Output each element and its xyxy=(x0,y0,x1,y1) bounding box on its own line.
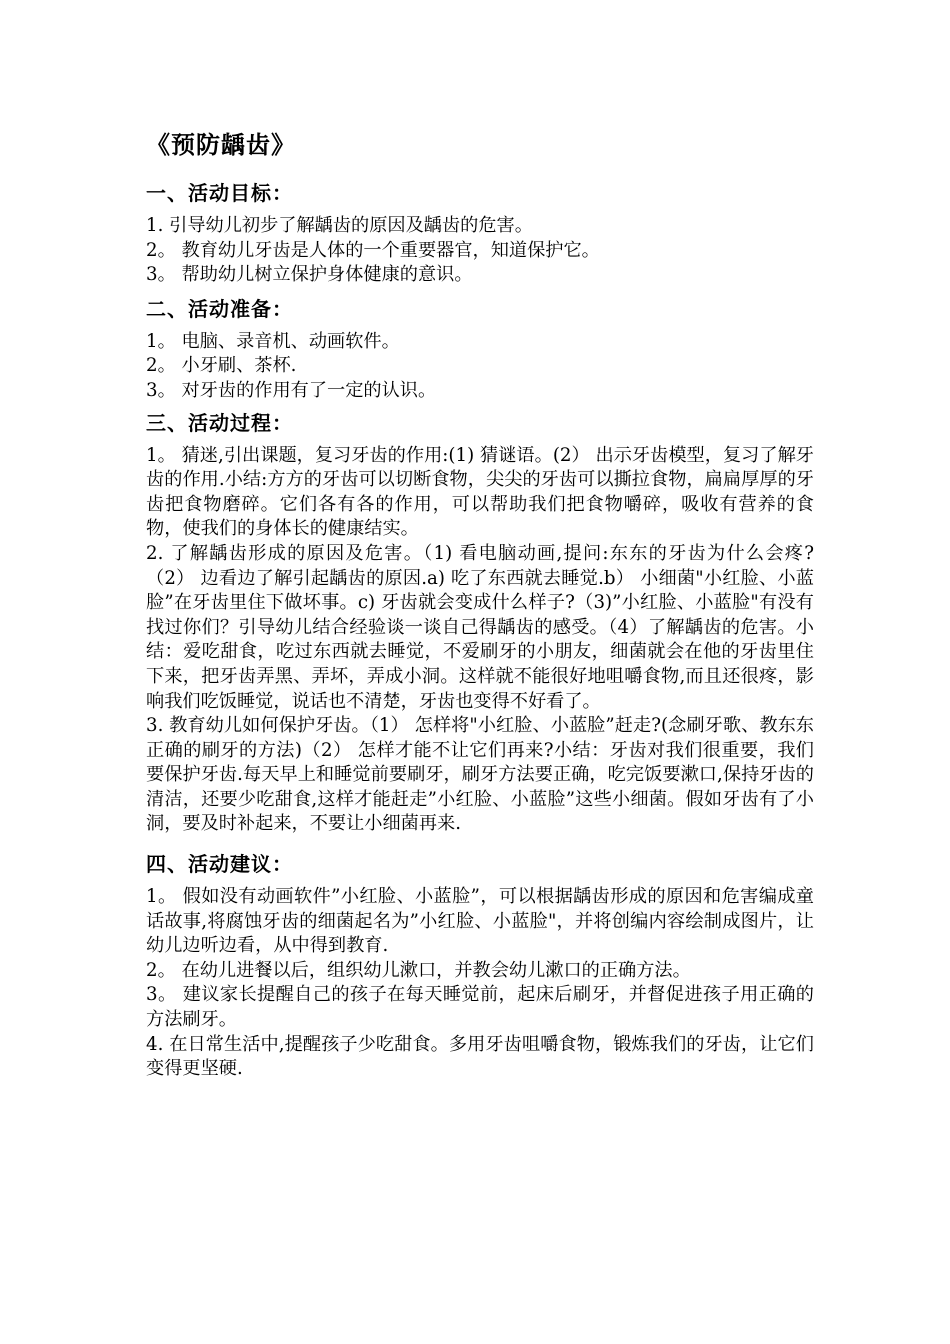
list-item: 1。 猜迷,引出课题，复习牙齿的作用:(1) 猜谜语。(2） 出示牙齿模型，复习了解牙齿的作用.小结:方方的牙齿可以切断食物，尖尖的牙齿可以撕拉食物，扁扁厚厚的牙齿把食物磨碎。它们各有各的作用，可以帮助我们把食物嚼碎，吸收有营养的食物，使我们的身体长的健康结实。 xyxy=(146,444,814,540)
list-item: 3. 教育幼儿如何保护牙齿。（1） 怎样将"小红脸、小蓝脸”赶走?(念刷牙歌、教东东正确的刷牙的方法)（2） 怎样才能不让它们再来?小结：牙齿对我们很重要，我们要保护牙齿.每天早上和睡觉前要刷牙，刷牙方法要正确，吃完饭要漱口,保持牙齿的清洁，还要少吃甜食,这样才能赶走”小红脸、小蓝脸”这些小细菌。假如牙齿有了小洞，要及时补起来，不要让小细菌再来. xyxy=(146,715,814,835)
list-item: 3。 帮助幼儿树立保护身体健康的意识。 xyxy=(146,264,473,286)
document-title: 《预防龋齿》 xyxy=(146,131,296,159)
section-heading-preparation: 二、活动准备： xyxy=(146,296,293,321)
list-item: 3。 建议家长提醒自己的孩子在每天睡觉前，起床后刷牙，并督促进孩子用正确的方法刷牙。 xyxy=(146,984,814,1031)
list-item: 4. 在日常生活中,提醒孩子少吃甜食。多用牙齿咀嚼食物，锻炼我们的牙齿，让它们变得更坚硬. xyxy=(146,1033,814,1080)
section-goals xyxy=(146,178,814,288)
section-items-suggestions xyxy=(146,885,814,1082)
section-preparation xyxy=(146,294,814,404)
list-item: 1。 假如没有动画软件”小红脸、小蓝脸”，可以根据龋齿形成的原因和危害编成童话故事,将腐蚀牙齿的细菌起名为”小红脸、小蓝脸"，并将创编内容绘制成图片，让幼儿边听边看，从中得到教育. xyxy=(146,886,814,957)
section-heading-goals: 一、活动目标： xyxy=(146,181,293,205)
section-items-process xyxy=(146,444,814,838)
section-items-goals xyxy=(146,214,814,288)
section-suggestions xyxy=(146,849,814,1082)
document-page xyxy=(146,128,814,1086)
section-heading-process: 三、活动过程： xyxy=(146,410,293,435)
list-item: 2. 了解龋齿形成的原因及危害。（1) 看电脑动画,提问:东东的牙齿为什么会疼?（2） 边看边了解引起龋齿的原因.a) 吃了东西就去睡觉.b） 小细菌"小红脸、小蓝脸”在牙齿里住下做坏事。c) 牙齿就会变成什么样子?（3)”小红脸、小蓝脸"有没有找过你们？引导幼儿结合经验谈一谈自己得龋齿的感受。（4）了解龋齿的危害。小结：爱吃甜食，吃过东西就去睡觉，不爱刷牙的小朋友，细菌就会在他的牙齿里住下来，把牙齿弄黑、弄坏，弄成小洞。这样就不能很好地咀嚼食物,而且还很疼，影响我们吃饭睡觉，说话也不清楚，牙齿也变得不好看了。 xyxy=(146,542,814,712)
list-item: 2。 在幼儿进餐以后，组织幼儿漱口，并教会幼儿漱口的正确方法。 xyxy=(146,959,691,981)
list-item: 1。 电脑、录音机、动画软件。 xyxy=(146,330,400,352)
list-item: 1. 引导幼儿初步了解龋齿的原因及龋齿的危害。 xyxy=(146,215,533,236)
section-items-preparation xyxy=(146,330,814,404)
list-item: 3。 对牙齿的作用有了一定的认识。 xyxy=(146,379,437,401)
list-item: 2。 教育幼儿牙齿是人体的一个重要器官，知道保护它。 xyxy=(146,239,600,261)
section-process xyxy=(146,408,814,838)
section-heading-suggestions: 四、活动建议： xyxy=(146,852,293,877)
list-item: 2。 小牙刷、茶杯. xyxy=(146,355,297,377)
